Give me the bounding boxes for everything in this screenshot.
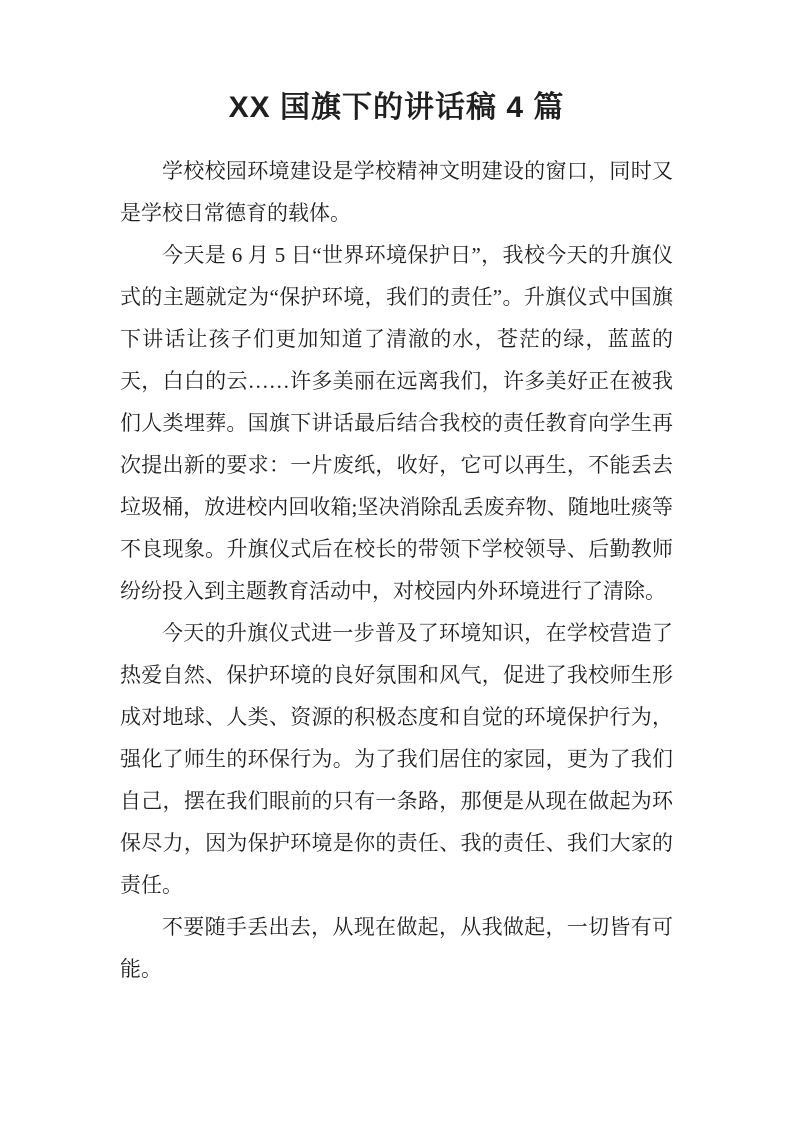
paragraph: 今天是 6 月 5 日“世界环境保护日”，我校今天的升旗仪式的主题就定为“保护环境，我们的责任”。升旗仪式中国旗下讲话让孩子们更加知道了清澈的水，苍茫的绿，蓝蓝的天，白白的云……许多美丽在远离我们，许多美好正在被我们人类埋葬。国旗下讲话最后结合我校的责任教育向学生再次提出新的要求：一片废纸，收好，它可以再生，不能丢去垃圾桶，放进校内回收箱;坚决消除乱丢废弃物、随地吐痰等不良现象。升旗仪式后在校长的带领下学校领导、后勤教师纷纷投入到主题教育活动中，对校园内外环境进行了清除。 bbox=[120, 243, 673, 603]
document-title: XX 国旗下的讲话稿 4 篇 bbox=[228, 91, 565, 124]
paragraph: 今天的升旗仪式进一步普及了环境知识，在学校营造了热爱自然、保护环境的良好氛围和风气，促进了我校师生形成对地球、人类、资源的积极态度和自觉的环境保护行为，强化了师生的环保行为。为了我们居住的家园，更为了我们自己，摆在我们眼前的只有一条路，那便是从现在做起为环保尽力，因为保护环境是你的责任、我的责任、我们大家的责任。 bbox=[120, 621, 673, 897]
paragraph: 不要随手丢出去，从现在做起，从我做起，一切皆有可能。 bbox=[120, 915, 673, 981]
paragraph: 学校校园环境建设是学校精神文明建设的窗口，同时又是学校日常德育的载体。 bbox=[120, 159, 673, 225]
document-body bbox=[120, 150, 673, 990]
